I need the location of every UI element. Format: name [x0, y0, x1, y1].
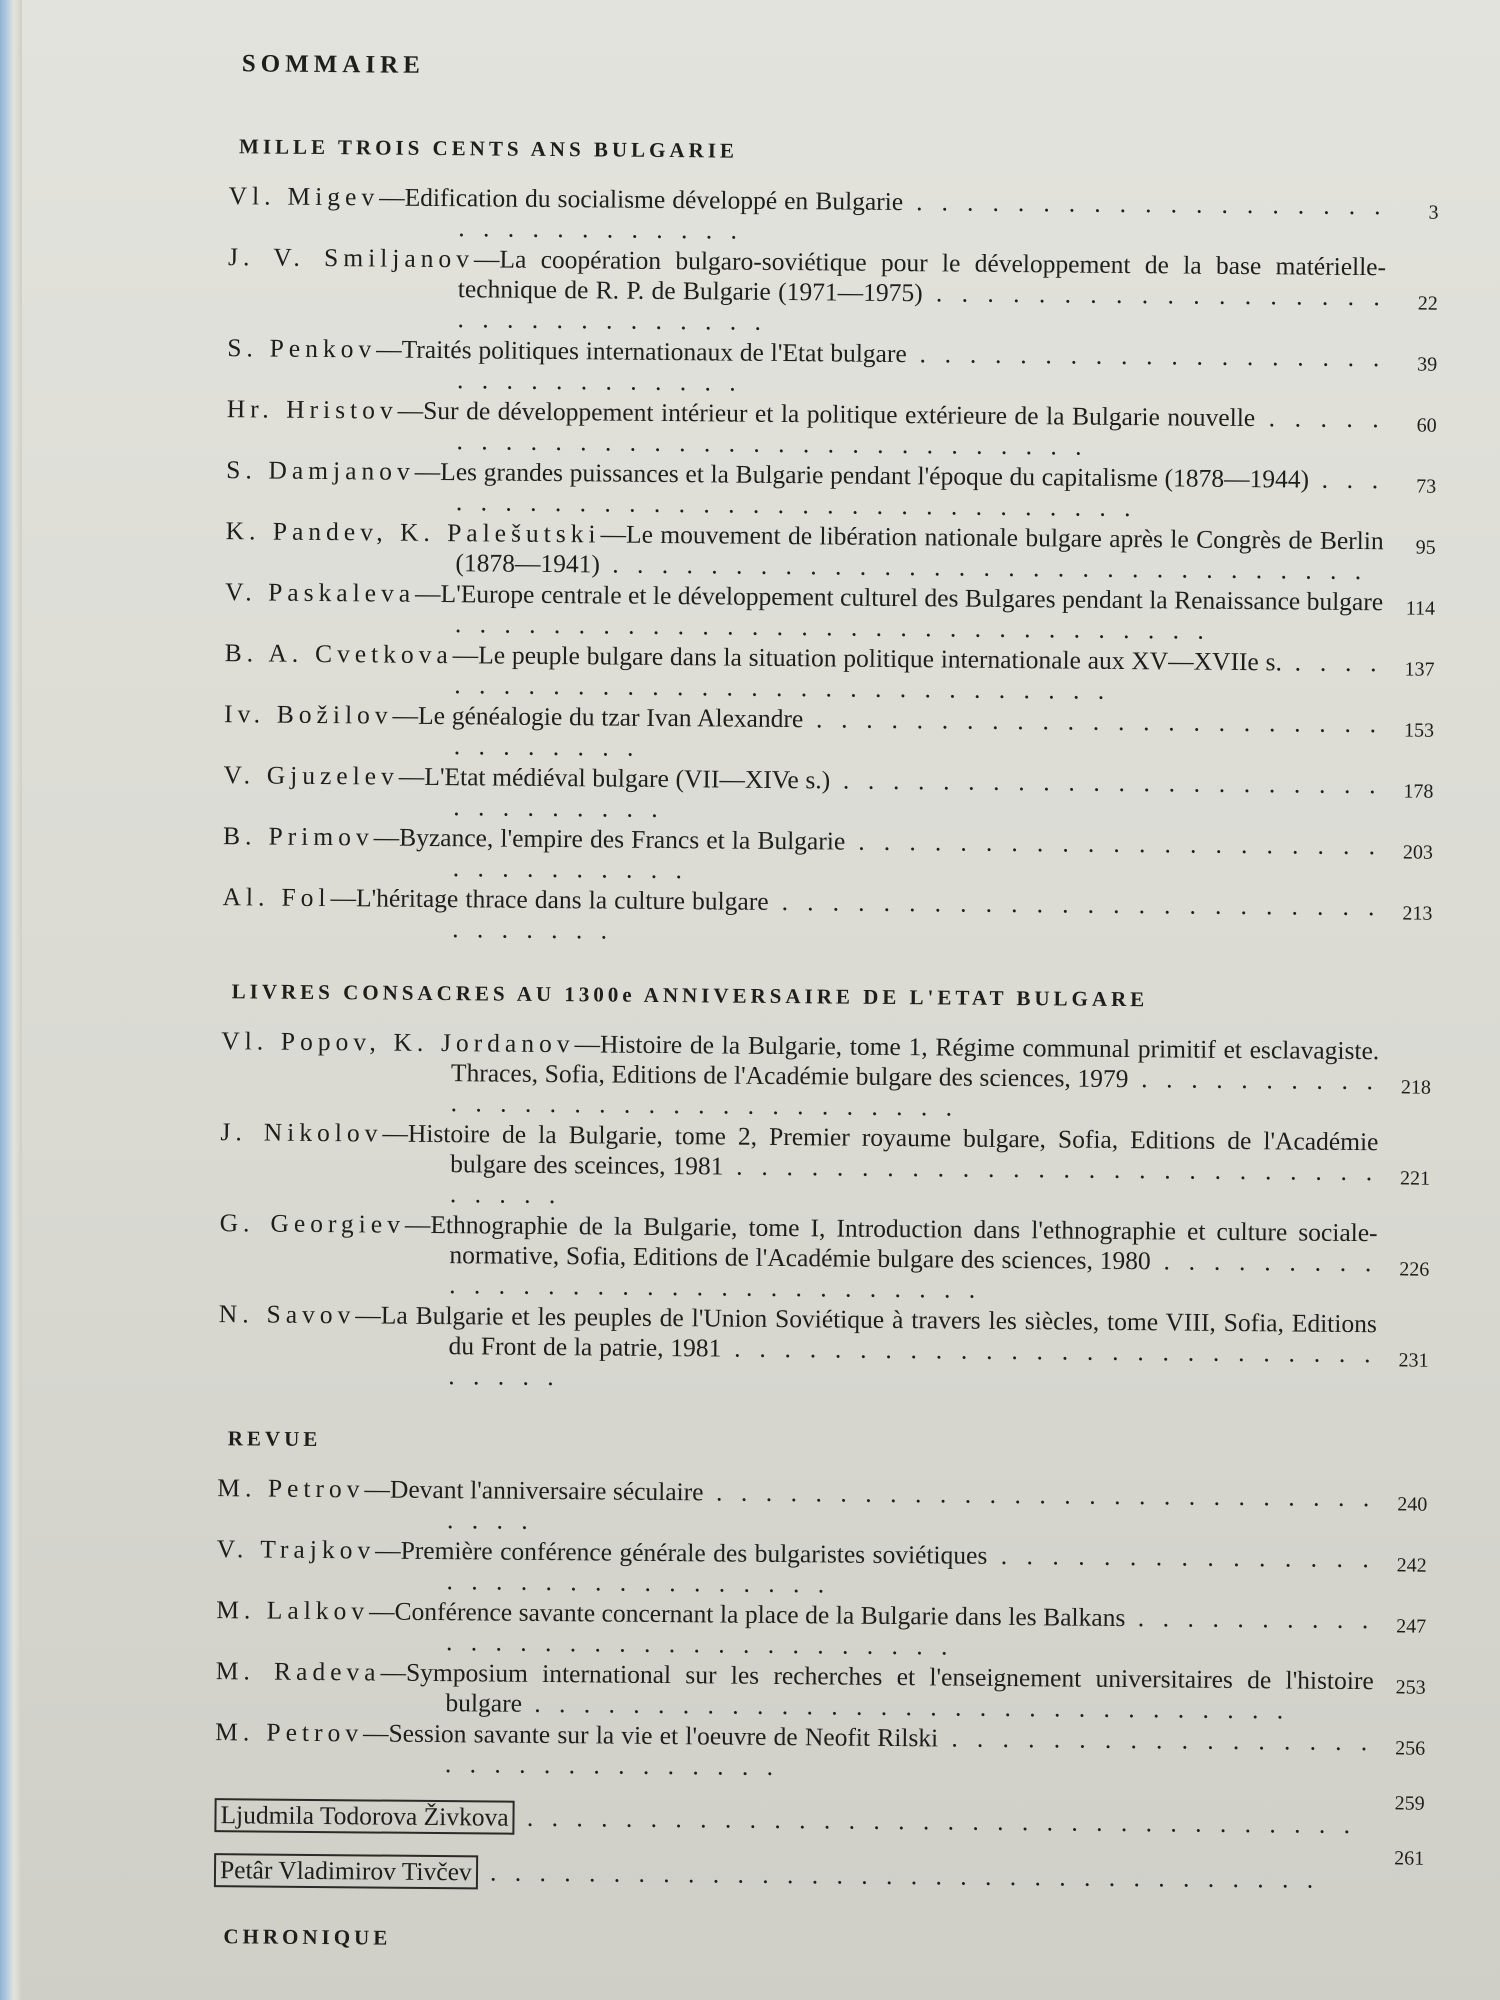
entry-title: Byzance, l'empire des Francs et la Bulgarie . . .: [399, 823, 1381, 885]
entry-title: Conférence savante concernant la place de la Bulgarie dans les Balkans . . .: [394, 1597, 1374, 1661]
entry-author: J. Nikolov: [220, 1117, 383, 1148]
toc-entry: Al. Fol—L'héritage thrace dans la culture bulgare . . . 213: [202, 882, 1432, 953]
section-heading-1: MILLE TROIS CENTS ANS BULGARIE: [238, 134, 739, 163]
entry-page: 221: [1400, 1167, 1431, 1190]
entry-title: Le mouvement de libération nationale bulgare après le Congrès de Berlin (1878—1941) . . .: [455, 520, 1383, 585]
entry-author: M. Petrov: [215, 1717, 364, 1748]
entry-title: Edification du socialisme développé en Bulgarie . . .: [405, 183, 1387, 245]
entry-author: V. Gjuzelev: [223, 760, 399, 791]
toc-entry: M. Lalkov—Conférence savante concernant la place de la Bulgarie dans les Balkans . . . 247: [196, 1595, 1426, 1666]
toc-entry: Iv. Božilov—Le généalogie du tzar Ivan Alexandre . . . 153: [204, 699, 1434, 770]
entry-title: Traités politiques internationaux de l'Etat bulgare . . .: [402, 335, 1386, 397]
entry-title: Devant l'anniversaire séculaire . . .: [390, 1475, 1376, 1535]
obituary-entry: Petâr Vladimirov Tivčev . . . . . . . . . . . . . . . . . . . . . . . . . . . . . . . . . . 261: [194, 1833, 1424, 1898]
toc-entry: V. Gjuzelev—L'Etat médiéval bulgare (VII—XIVe s.) . . . 178: [203, 760, 1433, 831]
entry-title: Histoire de la Bulgarie, tome 1, Régime communal primitif et esclavagiste. Thraces, Sofia, Editions de l'Académie bulgare des sciences, 1979 . . .: [451, 1029, 1380, 1121]
toc-entry: M. Petrov—Devant l'anniversaire séculaire . . . 240: [197, 1473, 1427, 1544]
toc-entry: B. Primov—Byzance, l'empire des Francs et la Bulgarie . . . 203: [203, 821, 1433, 892]
entry-title: L'Europe centrale et le développement culturel des Bulgares pendant la Renaissance bulgare . . .: [441, 579, 1384, 645]
entry-author: B. Primov: [222, 821, 374, 852]
entry-author: S. Damjanov: [226, 455, 415, 486]
entry-page: 60: [1416, 414, 1437, 437]
entry-author: Al. Fol: [222, 882, 331, 913]
toc-entry: G. Georgiev—Ethnographie de la Bulgarie, tome I, Introduction dans l'ethnographie et culture sociale-normative, Sofia, Editions de l'Académie bulgare des sciences, 1980 . . . 226: [199, 1208, 1430, 1309]
entry-page: 242: [1396, 1554, 1427, 1577]
entry-page: 247: [1396, 1615, 1427, 1638]
entry-author: V. Paskaleva: [225, 577, 416, 608]
book-page: [22, 0, 1500, 2000]
table-of-contents: [193, 40, 1440, 1982]
entry-page: 240: [1397, 1493, 1428, 1516]
entry-title: Première conférence générale des bulgaristes soviétiques . . .: [401, 1536, 1375, 1599]
entry-page: 39: [1417, 353, 1438, 376]
entry-title: Session savante sur la vie et l'oeuvre de Neofit Rilski . . .: [388, 1719, 1373, 1781]
section-heading-3: REVUE: [227, 1426, 322, 1452]
binding-edge: [0, 0, 22, 2000]
toc-entry: Vl. Migev—Edification du socialisme développé en Bulgarie . . . 3: [208, 181, 1438, 252]
entry-page: 213: [1402, 902, 1433, 925]
toc-entry: M. Radeva—Symposium international sur les recherches et l'enseignement universitaires de l'histoire bulgare . . . 253: [195, 1656, 1425, 1727]
entry-author: V. Trajkov: [216, 1534, 376, 1565]
entry-page: 256: [1395, 1737, 1426, 1760]
toc-entry: B. A. Cvetkova—Le peuple bulgare dans la situation politique internationale aux XV—XVIIe s. . . . 137: [204, 638, 1434, 709]
entry-page: 95: [1415, 536, 1436, 559]
toc-entry: J. V. Smiljanov—La coopération bulgaro-soviétique pour le développement de la base matérielle-technique de R. P. de Bulgarie (1971—1975) . . . 22: [207, 242, 1438, 343]
entry-author: M. Radeva: [215, 1656, 381, 1687]
entry-author: Iv. Božilov: [223, 699, 393, 730]
entry-page: 218: [1400, 1076, 1431, 1099]
entry-title: Ethnographie de la Bulgarie, tome I, Introduction dans l'ethnographie et culture sociale-normative, Sofia, Editions de l'Académie bulgare des sciences, 1980 . . .: [430, 1210, 1377, 1304]
entry-title: Symposium international sur les recherches et l'enseignement universitaires de l'histoire bulgare . . .: [406, 1658, 1374, 1725]
toc-entry: N. Savov—La Bulgarie et les peuples de l'Union Soviétique à travers les siècles, tome VIII, Sofia, Editions du Front de la patrie, 1981 . . . 231: [198, 1299, 1429, 1400]
obituary-name: Petâr Vladimirov Tivčev: [214, 1853, 478, 1889]
entry-page: 3: [1428, 201, 1439, 224]
entry-page: 178: [1403, 780, 1434, 803]
entry-page: 261: [1394, 1847, 1425, 1870]
entry-page: 137: [1404, 658, 1435, 681]
entry-page: 203: [1402, 841, 1434, 864]
toc-entry: S. Penkov—Traités politiques internationaux de l'Etat bulgare . . . 39: [207, 333, 1437, 404]
entry-title: L'Etat médiéval bulgare (VII—XIVe s.) . . .: [424, 762, 1381, 823]
entry-page: 253: [1395, 1676, 1426, 1699]
entry-page: 22: [1417, 292, 1438, 315]
entry-page: 153: [1403, 719, 1435, 742]
entry-author: M. Petrov: [217, 1473, 365, 1504]
toc-entry: Hr. Hristov—Sur de développement intérieur et la politique extérieure de la Bulgarie nouvelle . . . 60: [206, 394, 1436, 465]
obituary-name: Ljudmila Todorova Živkova: [214, 1798, 514, 1835]
entry-title: Le généalogie du tzar Ivan Alexandre . . .: [418, 701, 1382, 762]
entry-page: 226: [1399, 1258, 1430, 1281]
entry-author: J. V. Smiljanov: [227, 242, 475, 274]
entry-page: 259: [1394, 1792, 1425, 1815]
entry-title: La coopération bulgaro-soviétique pour le développement de la base matérielle-technique de R. P. de Bulgarie (1971—1975) . . .: [457, 245, 1386, 336]
entry-title: La Bulgarie et les peuples de l'Union Soviétique à travers les siècles, tome VIII, Sofia, Editions du Front de la patrie, 1981 . . .: [381, 1301, 1377, 1392]
entry-page: 114: [1405, 597, 1436, 620]
toc-entry: Vl. Popov, K. Jordanov—Histoire de la Bulgarie, tome 1, Régime communal primitif et esclavagiste. Thraces, Sofia, Editions de l'Académie bulgare des sciences, 1979 . . . 218: [201, 1026, 1432, 1127]
entry-author: M. Lalkov: [216, 1595, 370, 1626]
entry-author: Hr. Hristov: [226, 394, 398, 425]
entry-author: N. Savov: [218, 1299, 356, 1330]
entry-page: 73: [1416, 475, 1437, 498]
toc-entry: K. Pandev, K. Palešutski—Le mouvement de libération nationale bulgare après le Congrès de Berlin (1878—1941) . . . 95: [205, 516, 1435, 587]
toc-entry: V. Trajkov—Première conférence générale des bulgaristes soviétiques . . . 242: [196, 1534, 1426, 1605]
entry-title: L'héritage thrace dans la culture bulgare . . .: [356, 883, 1381, 944]
entry-title: Les grandes puissances et la Bulgarie pendant l'époque du capitalisme (1878—1944) . . .: [440, 457, 1384, 522]
document-title: SOMMAIRE: [241, 50, 425, 79]
entry-author: Vl. Migev: [228, 181, 380, 212]
entry-author: G. Georgiev: [219, 1208, 406, 1239]
section-heading-chronique: CHRONIQUE: [223, 1924, 392, 1950]
section-heading-2: LIVRES CONSACRES AU 1300e ANNIVERSAIRE DE L'ETAT BULGARE: [231, 979, 1149, 1012]
entry-author: K. Pandev, K. Palešutski: [225, 516, 601, 549]
entry-author: Vl. Popov, K. Jordanov: [221, 1026, 575, 1059]
entry-page: 231: [1398, 1349, 1429, 1372]
toc-entry: J. Nikolov—Histoire de la Bulgarie, tome 2, Premier royaume bulgare, Sofia, Editions de l'Académie bulgare des sceinces, 1981 . . . 221: [200, 1117, 1431, 1218]
entry-title: Le peuple bulgare dans la situation politique internationale aux XV—XVIIe s. . . .: [454, 640, 1382, 705]
entry-title: Histoire de la Bulgarie, tome 2, Premier royaume bulgare, Sofia, Editions de l'Académie bulgare des sceinces, 1981 . . .: [408, 1119, 1379, 1209]
obituary-entry: Ljudmila Todorova Živkova . . . . . . . . . . . . . . . . . . . . . . . . . . . . . . . . . . 259: [194, 1778, 1424, 1843]
toc-entry: M. Petrov—Session savante sur la vie et l'oeuvre de Neofit Rilski . . . 256: [195, 1717, 1425, 1788]
entry-title: Sur de développement intérieur et la politique extérieure de la Bulgarie nouvelle . . .: [423, 396, 1385, 461]
entry-author: S. Penkov: [227, 333, 377, 364]
toc-entry: S. Damjanov—Les grandes puissances et la Bulgarie pendant l'époque du capitalisme (1878—1944) . . . 73: [206, 455, 1436, 526]
entry-author: B. A. Cvetkova: [224, 638, 453, 670]
toc-entry: V. Paskaleva—L'Europe centrale et le développement culturel des Bulgares pendant la Renaissance bulgare . . . 114: [205, 577, 1435, 648]
